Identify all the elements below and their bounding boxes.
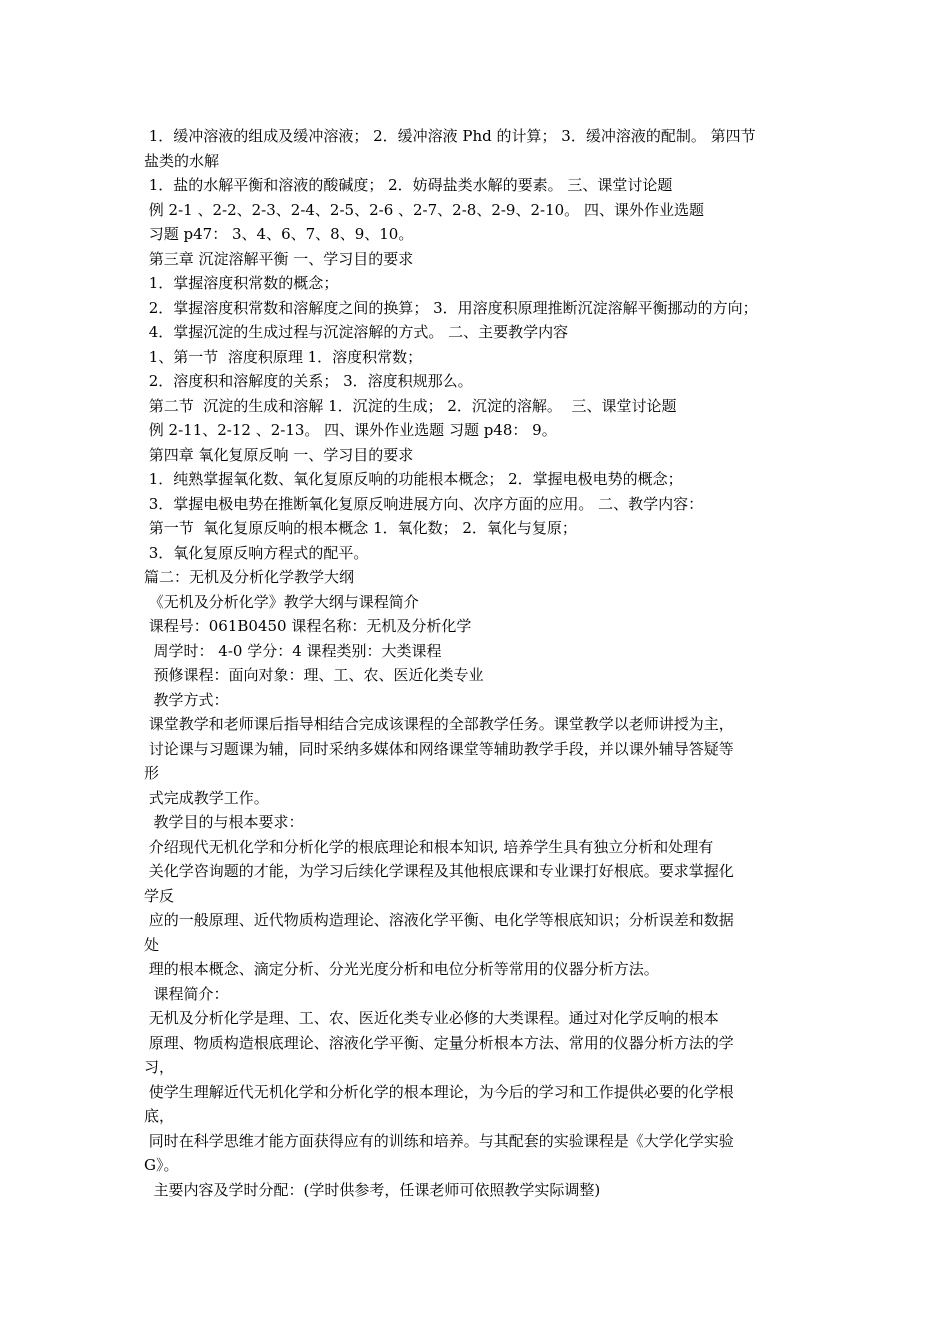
text-line: 例 2-1 、2-2、2-3、2-4、2-5、2-6 、2-7、2-8、2-9、2-10。 四、课外作业选题 (144, 200, 704, 219)
text-line: 主要内容及学时分配：(学时供参考，任课老师可依照教学实际调整) (144, 1180, 601, 1199)
text-line: 1．盐的水解平衡和溶液的酸碱度； 2．妨碍盐类水解的要素。 三、课堂讨论题 (144, 176, 673, 194)
text-line: 习， (144, 1058, 175, 1076)
text-line: 第四章 氧化复原反响 一、学习目的要求 (144, 445, 414, 464)
text-line: 盐类的水解 (144, 151, 220, 170)
text-line: 《无机及分析化学》教学大纲与课程简介 (144, 592, 419, 611)
text-line: 4．掌握沉淀的生成过程与沉淀溶解的方式。 二、主要教学内容 (144, 323, 569, 341)
text-line: 篇二：无机及分析化学教学大纲 (144, 568, 355, 586)
text-line: 第二节 沉淀的生成和溶解 1．沉淀的生成； 2．沉淀的溶解。 三、课堂讨论题 (144, 396, 677, 415)
text-line: 1、第一节 溶度积原理 1．溶度积常数； (144, 347, 423, 366)
text-line: 底， (144, 1107, 175, 1125)
text-line: 处 (144, 935, 160, 954)
text-line: 1．缓冲溶液的组成及缓冲溶液； 2．缓冲溶液 Phd 的计算； 3．缓冲溶液的配制。 第四节 (144, 127, 756, 145)
text-line: 教学目的与根本要求： (144, 813, 304, 831)
text-line: 课程简介： (144, 984, 229, 1003)
text-line: 关化学咨询题的才能，为学习后续化学课程及其他根底课和专业课打好根底。要求掌握化 (144, 862, 734, 880)
text-line: 同时在科学思维才能方面获得应有的训练和培养。与其配套的实验课程是《大学化学实验 (144, 1131, 734, 1150)
text-line: 1．纯熟掌握氧化数、氧化复原反响的功能根本概念； 2．掌握电极电势的概念； (144, 470, 683, 488)
text-line: 学反 (144, 886, 175, 905)
text-line: 应的一般原理、近代物质构造理论、溶液化学平衡、电化学等根底知识；分析误差和数据 (144, 911, 734, 929)
text-line: 3．掌握电极电势在推断氧化复原反响进展方向、次序方面的应用。 二、教学内容： (144, 494, 704, 513)
text-line: 例 2-11、2-12 、2-13。 四、课外作业选题 习题 p48： 9。 (144, 421, 557, 439)
document-body (144, 124, 824, 1202)
text-line: 2．掌握溶度积常数和溶解度之间的换算； 3．用溶度积原理推断沉淀溶解平衡挪动的方向； (144, 298, 758, 317)
text-line: 周学时： 4-0 学分：4 课程类别：大类课程 (144, 641, 442, 660)
text-line: 1．掌握溶度积常数的概念； (144, 274, 339, 292)
text-line: 式完成教学工作。 (144, 788, 269, 807)
text-line: 第三章 沉淀溶解平衡 一、学习目的要求 (144, 249, 414, 268)
text-line: 预修课程：面向对象：理、工、农、医近化类专业 (144, 666, 484, 684)
text-line: 课程号：061B0450 课程名称：无机及分析化学 (144, 617, 472, 635)
text-line: 使学生理解近代无机化学和分析化学的根本理论，为今后的学习和工作提供必要的化学根 (144, 1082, 734, 1101)
text-line: 2．溶度积和溶解度的关系； 3．溶度积规那么。 (144, 372, 473, 390)
text-line: 理的根本概念、滴定分析、分光光度分析和电位分析等常用的仪器分析方法。 (144, 960, 659, 978)
text-line: G》。 (144, 1156, 179, 1174)
text-line: 第一节 氧化复原反响的根本概念 1．氧化数； 2．氧化与复原； (144, 519, 577, 537)
text-line: 无机及分析化学是理、工、农、医近化类专业必修的大类课程。通过对化学反响的根本 (144, 1009, 719, 1027)
text-line: 3．氧化复原反响方程式的配平。 (144, 543, 369, 562)
text-line: 介绍现代无机化学和分析化学的根底理论和根本知识, 培养学生具有独立分析和处理有 (144, 837, 714, 856)
text-line: 课堂教学和老师课后指导相结合完成该课程的全部教学任务。课堂教学以老师讲授为主， (144, 715, 734, 733)
text-line: 教学方式： (144, 690, 229, 709)
text-line: 讨论课与习题课为辅，同时采纳多媒体和网络课堂等辅助教学手段，并以课外辅导答疑等 (144, 739, 734, 758)
text-line: 形 (144, 764, 160, 782)
text-line: 习题 p47： 3、4、6、7、8、9、10。 (144, 225, 414, 243)
text-line: 原理、物质构造根底理论、溶液化学平衡、定量分析根本方法、常用的仪器分析方法的学 (144, 1033, 734, 1052)
